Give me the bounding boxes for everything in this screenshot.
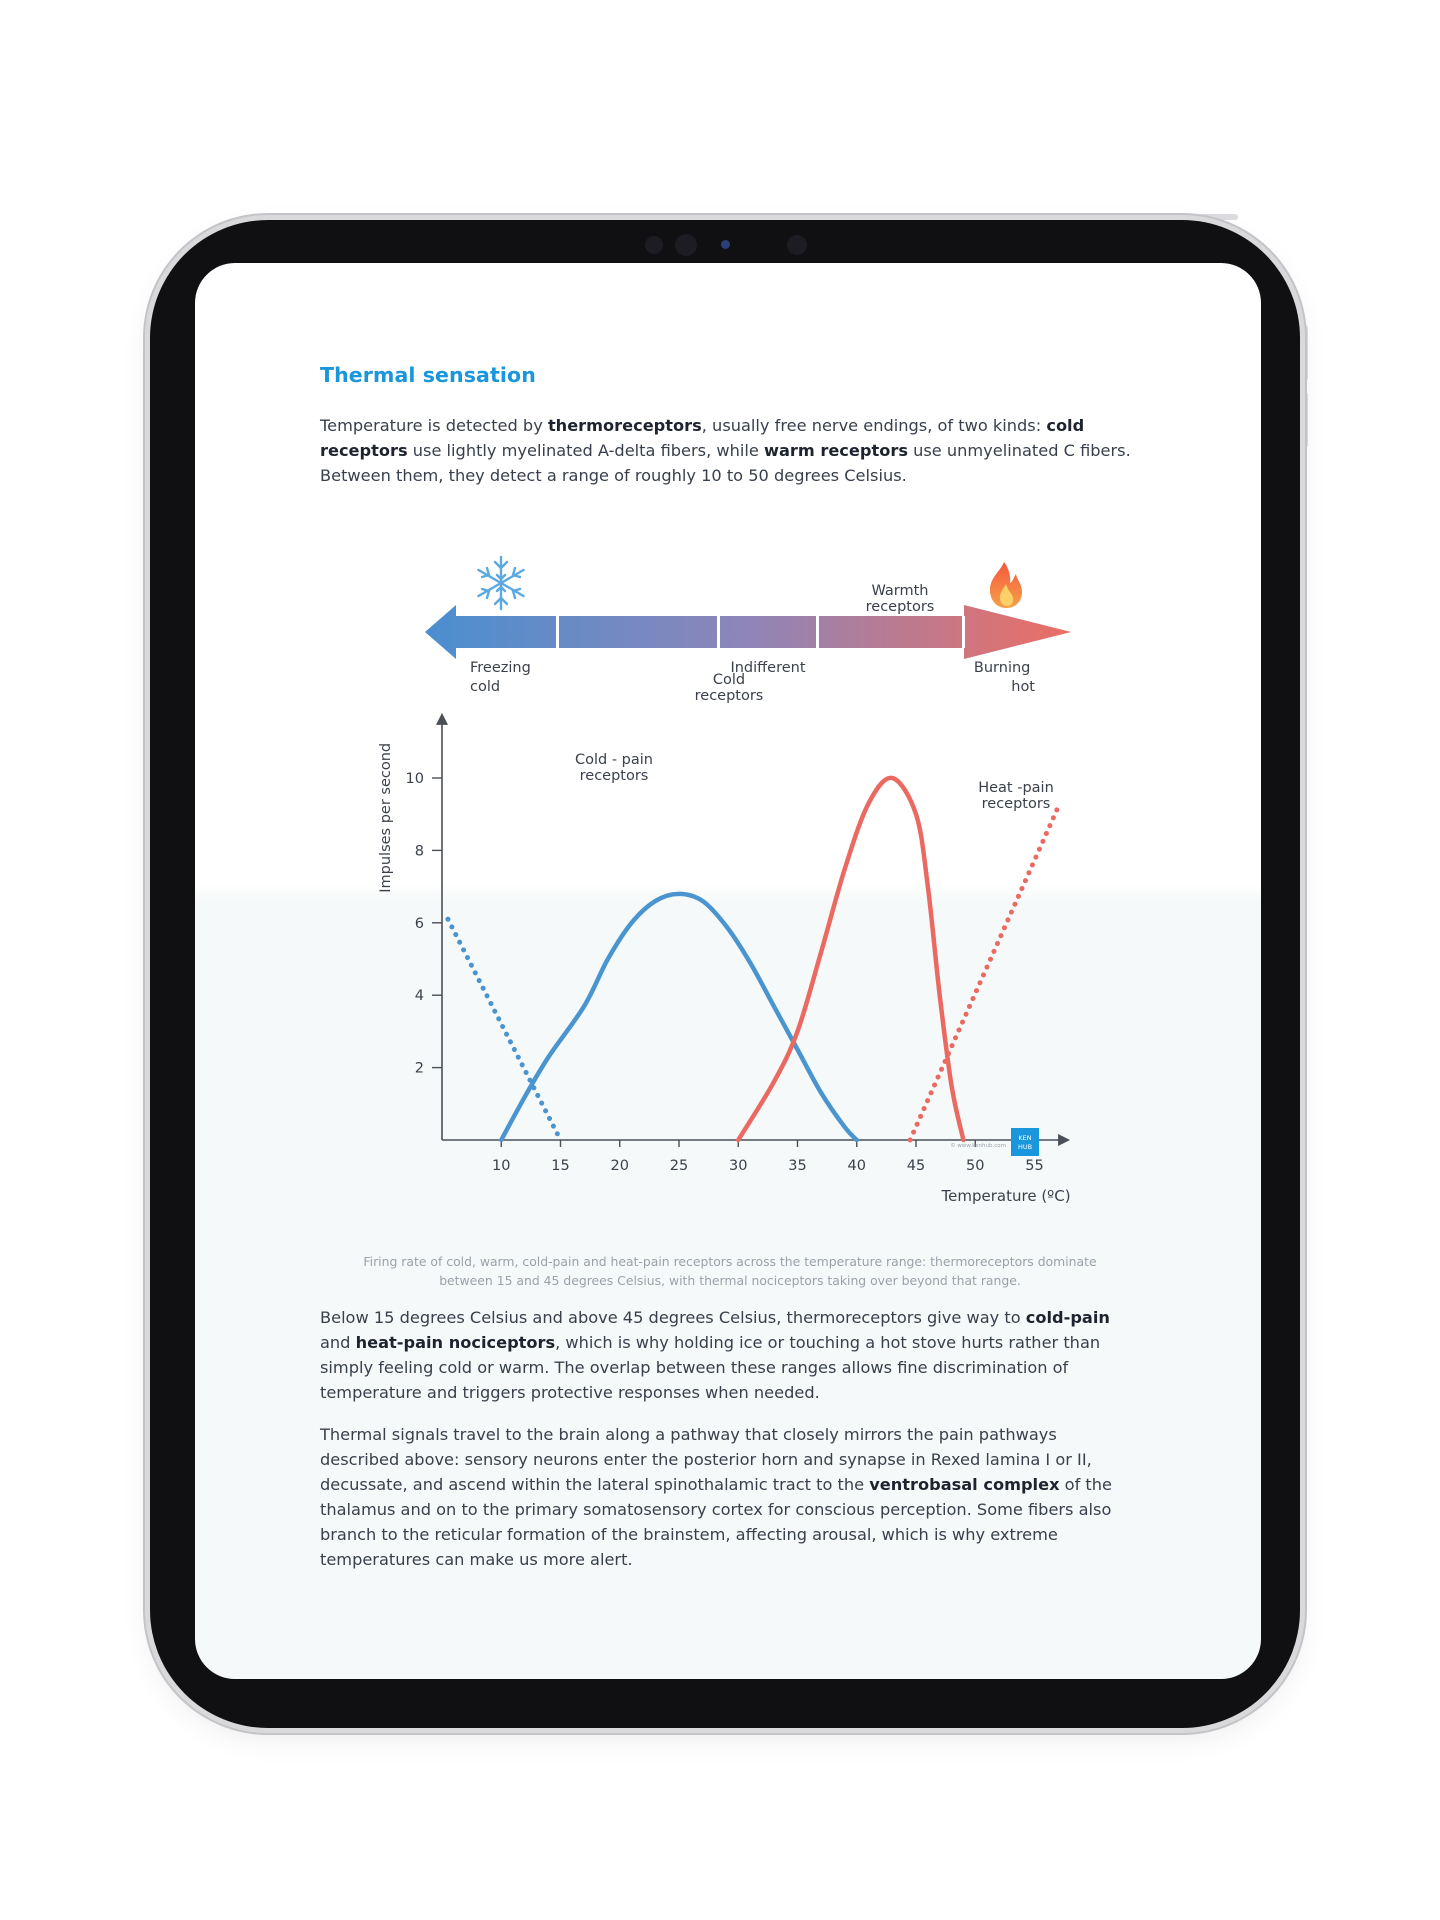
x-axis-arrow — [1058, 1134, 1070, 1146]
thermal-sensation-figure — [184, 548, 1224, 1248]
flame-icon — [990, 562, 1022, 608]
cold-pain-receptors-label: receptors — [579, 768, 649, 784]
text-run: Thermal signals travel to the brain along a pathway that closely mirrors the pain pathways described above: sensory neurons enter the posterior horn and synapse in Rexed lamina I or II, decussate, and ascend within the lateral spinothalamic tract to the — [320, 1425, 1092, 1494]
section-heading: Thermal sensation — [320, 363, 536, 387]
bold-term: cold-pain — [1025, 1308, 1110, 1327]
cold-receptors-label: Cold — [712, 672, 746, 688]
volume-down-button[interactable] — [1302, 392, 1308, 448]
scale-divider — [962, 616, 965, 648]
text-run: , which is why holding ice or touching a hot stove hurts rather than simply feeling cold or warm. The overlap between these ranges allows fine discrimination of temperature and triggers protective responses when needed. — [320, 1333, 1101, 1402]
x-tick-label: 25 — [669, 1158, 689, 1174]
front-camera — [645, 236, 663, 254]
text-run: and — [320, 1333, 356, 1352]
svg-text:HUB: HUB — [1017, 1143, 1033, 1151]
bold-term: heat-pain nociceptors — [355, 1333, 556, 1352]
x-axis-label: Temperature (ºC) — [941, 1187, 1071, 1205]
y-axis-arrow — [436, 713, 448, 725]
heat-pain-receptors-label: Heat -pain — [978, 780, 1054, 796]
x-tick-label: 55 — [1025, 1158, 1044, 1174]
burning-hot-label: Burning hot — [973, 660, 1035, 695]
text-run: Temperature is detected by — [320, 416, 548, 435]
scale-divider — [717, 616, 720, 648]
bold-term: cold receptors — [320, 416, 1085, 460]
text-run: Below 15 degrees Celsius and above 45 degrees Celsius, thermoreceptors give way to — [320, 1308, 1026, 1327]
y-tick-label: 2 — [414, 1060, 424, 1077]
scale-divider — [816, 616, 819, 648]
front-camera — [675, 234, 697, 256]
text-run: , usually free nerve endings, of two kinds: — [701, 416, 1047, 435]
x-tick-label: 35 — [788, 1158, 807, 1174]
snowflake-icon — [479, 557, 524, 609]
figure-caption: Firing rate of cold, warm, cold-pain and heat-pain receptors across the temperature range: thermoreceptors dominate between 15 and 45 degrees Celsius, with thermal nociceptors taking over beyond that range. — [363, 1254, 1097, 1288]
indifferent-label: Indifferent — [730, 660, 806, 676]
image-credit: © www.kenhub.com — [950, 1143, 1006, 1149]
cold-pain-receptors-label: Cold - pain — [575, 752, 653, 768]
bold-term: warm receptors — [763, 441, 908, 460]
x-tick-label: 20 — [610, 1158, 629, 1174]
warmth-receptors-curve — [738, 778, 963, 1140]
firing-rate-chart — [378, 583, 1071, 1205]
x-tick-label: 40 — [847, 1158, 866, 1174]
heat-pain-receptors-label: receptors — [981, 796, 1051, 812]
kenhub-logo — [1011, 1128, 1039, 1156]
x-tick-label: 50 — [966, 1158, 985, 1174]
scale-divider — [556, 616, 559, 648]
article — [320, 363, 1135, 485]
heat-pain-receptors-curve — [910, 807, 1058, 1140]
x-tick-label: 45 — [906, 1158, 926, 1174]
intro-paragraph — [320, 413, 1135, 488]
text-run: use unmyelinated C fibers. Between them, they detect a range of roughly 10 to 50 degrees Celsius. — [320, 441, 1131, 485]
temperature-scale-bar — [425, 557, 1071, 695]
cold-pain-receptors-curve — [448, 919, 561, 1140]
x-tick-label: 30 — [729, 1158, 748, 1174]
y-tick-label: 8 — [414, 843, 424, 860]
x-tick-label: 10 — [492, 1158, 511, 1174]
x-tick-label: 15 — [551, 1158, 570, 1174]
scale-arrow — [425, 605, 1071, 659]
bold-term: thermoreceptors — [547, 416, 702, 435]
nociceptors-paragraph — [320, 1305, 1140, 1405]
text-run: use lightly myelinated A-delta fibers, while — [407, 441, 764, 460]
cold-receptors-label: receptors — [694, 688, 764, 704]
front-camera — [721, 240, 730, 249]
pathway-paragraph — [320, 1422, 1140, 1572]
y-tick-label: 4 — [414, 988, 424, 1005]
volume-up-button[interactable] — [1302, 325, 1308, 381]
y-axis-label: Impulses per second — [378, 742, 394, 893]
warmth-receptors-label: Warmth — [871, 583, 929, 599]
front-camera — [787, 235, 807, 255]
y-tick-label: 10 — [405, 771, 424, 787]
text-run: of the thalamus and on to the primary somatosensory cortex for conscious perception. Some fibers also branch to the reticular formation of the brainstem, affecting arousal, which is why extreme temperatures can make us more alert. — [320, 1475, 1112, 1569]
bold-term: ventrobasal complex — [869, 1475, 1060, 1494]
warmth-receptors-label: receptors — [865, 599, 935, 615]
freezing-cold-label: Freezing cold — [470, 660, 531, 695]
y-tick-label: 6 — [414, 915, 424, 932]
svg-text:KEN: KEN — [1018, 1134, 1032, 1142]
